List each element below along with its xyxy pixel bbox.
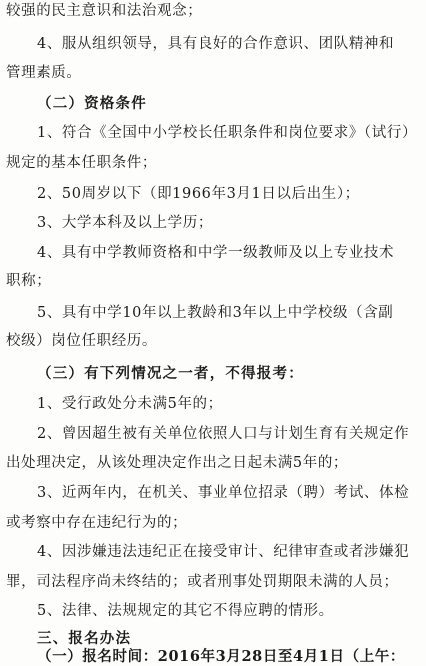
section-heading: （三）有下列情况之一者，不得报考： [37, 365, 304, 382]
text-line: 4、服从组织领导，具有良好的合作意识、团队精神和 [37, 36, 395, 52]
text-line: 5、具有中学10年以上教龄和3年以上中学校级（含副 [37, 305, 394, 321]
section-heading: （二）资格条件 [37, 95, 147, 112]
text-line: 管理素质。 [6, 65, 82, 81]
text-line: 较强的民主意识和法治观念； [6, 3, 203, 19]
text-line: 1、符合《全国中小学校长任职条件和岗位要求》（试行） [37, 125, 418, 141]
text-line: 出处理决定，从该处理决定作出之日起未满5年的； [6, 455, 349, 471]
text-line: 3、近两年内，在机关、事业单位招录（聘）考试、体检 [37, 485, 410, 501]
text-line: 5、法律、法规规定的其它不得应聘的情形。 [37, 603, 334, 619]
text-line: 规定的基本任职条件； [6, 155, 157, 171]
text-line: （一）报名时间：2016年3月28日至4月1日（上午： [37, 648, 406, 665]
text-line: 职称； [6, 273, 52, 289]
section-heading: 三、报名办法 [37, 630, 132, 647]
text-line: 2、曾因超生被有关单位依照人口与计划生育有关规定作 [37, 426, 410, 442]
text-line: 3、大学本科及以上学历； [37, 215, 213, 231]
text-line: 1、受行政处分未满5年的； [37, 396, 223, 412]
text-line: 4、因涉嫌违法违纪正在接受审计、纪律审查或者涉嫌犯 [37, 544, 410, 560]
text-line: 4、具有中学教师资格和中学一级教师及以上专业技术 [37, 245, 395, 261]
text-line: 或考察中存在违纪行为的； [6, 515, 188, 531]
text-line: 罪，司法程序尚未终结的；或者刑事处罚期限未满的人员； [6, 574, 399, 590]
text-line: 2、50周岁以下（即1966年3月1日以后出生）； [37, 186, 360, 202]
text-line: 校级）岗位任职经历。 [6, 333, 157, 349]
